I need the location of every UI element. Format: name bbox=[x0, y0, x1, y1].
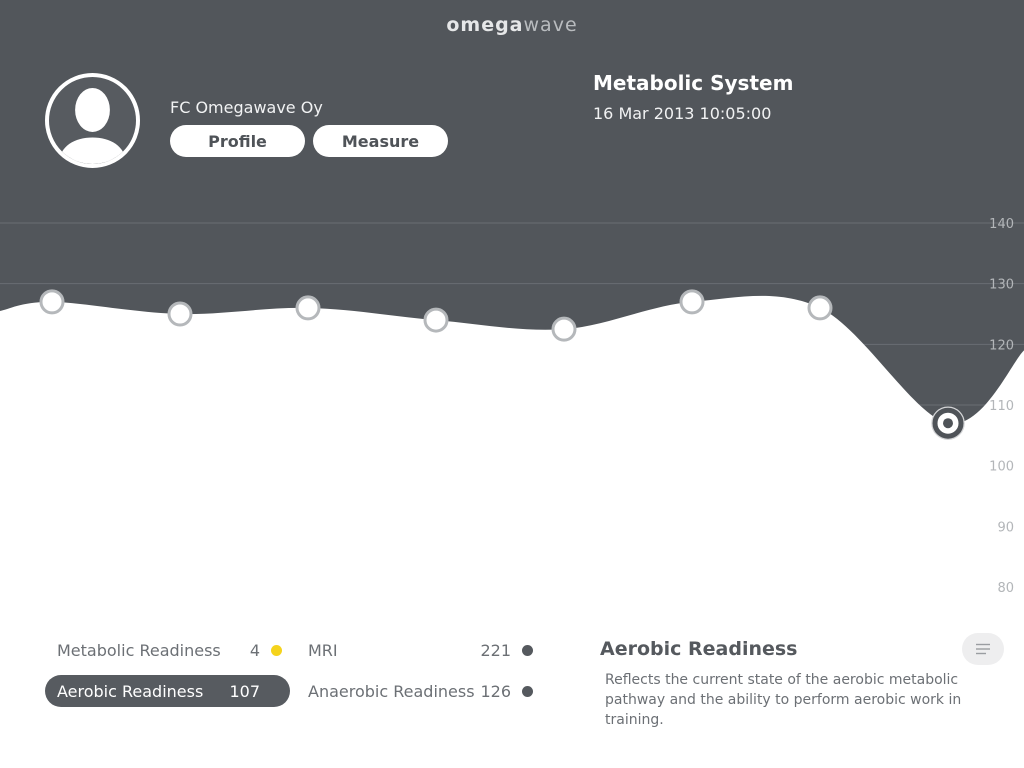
logo-main-text: omega bbox=[446, 14, 524, 36]
menu-lines-icon bbox=[975, 643, 991, 655]
y-tick-label: 100 bbox=[989, 459, 1014, 475]
data-point bbox=[809, 297, 831, 319]
metric-mri[interactable] bbox=[296, 634, 541, 666]
menu-button[interactable] bbox=[962, 633, 1004, 665]
data-point bbox=[681, 291, 703, 313]
y-tick-label: 140 bbox=[989, 217, 1014, 232]
y-tick-label: 110 bbox=[989, 399, 1014, 414]
y-tick-label: 130 bbox=[989, 277, 1014, 293]
metric-value: 4 bbox=[249, 640, 260, 660]
profile-button[interactable]: Profile bbox=[170, 125, 305, 157]
y-tick-label: 90 bbox=[997, 520, 1014, 536]
measurement-timestamp: 16 Mar 2013 10:05:00 bbox=[593, 104, 772, 123]
selected-point-core bbox=[943, 418, 953, 428]
metric-value: 107 bbox=[229, 681, 260, 701]
description-text: Reflects the current state of the aerobic metabolic pathway and the ability to perform aerobic work in training. bbox=[605, 672, 962, 728]
metric-label: MRI bbox=[308, 640, 338, 660]
metric-label: Metabolic Readiness bbox=[57, 640, 221, 660]
metric-metabolic-readiness[interactable] bbox=[45, 634, 290, 666]
description-title: Aerobic Readiness bbox=[600, 638, 798, 660]
metric-anaerobic-readiness[interactable] bbox=[296, 675, 541, 707]
metric-value: 221 bbox=[480, 640, 511, 660]
metric-label: Anaerobic Readiness bbox=[308, 681, 475, 701]
omegawave-logo bbox=[0, 14, 1024, 36]
system-title: Metabolic System bbox=[593, 71, 794, 95]
data-point bbox=[297, 297, 319, 319]
metric-value: 126 bbox=[480, 681, 511, 701]
metric-aerobic-readiness[interactable] bbox=[45, 675, 290, 707]
logo-accent-text: wave bbox=[523, 14, 578, 36]
status-dot-icon bbox=[522, 645, 533, 656]
data-point bbox=[169, 303, 191, 325]
y-tick-label: 80 bbox=[997, 581, 1014, 596]
user-silhouette-icon bbox=[49, 77, 136, 164]
y-tick-label: 120 bbox=[989, 338, 1014, 354]
data-point bbox=[425, 309, 447, 331]
status-dot-icon bbox=[522, 686, 533, 697]
metric-label: Aerobic Readiness bbox=[57, 681, 204, 701]
data-point bbox=[41, 291, 63, 313]
organization-name: FC Omegawave Oy bbox=[170, 98, 323, 117]
avatar[interactable] bbox=[45, 73, 140, 168]
measure-button[interactable]: Measure bbox=[313, 125, 448, 157]
data-point bbox=[553, 318, 575, 340]
status-dot-icon bbox=[271, 645, 282, 656]
